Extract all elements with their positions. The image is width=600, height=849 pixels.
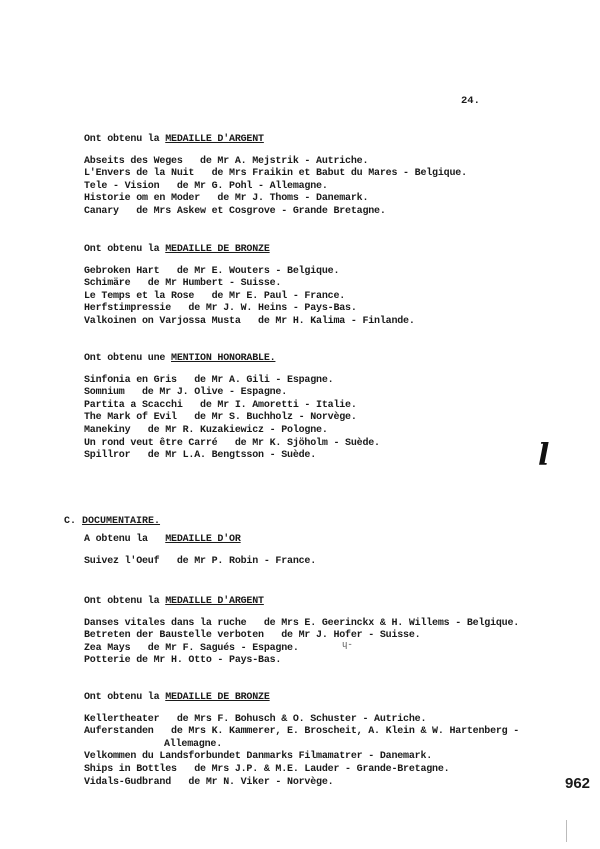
award-title: MEDAILLE D'ARGENT xyxy=(165,596,264,607)
pencil-scribble: ɥ- xyxy=(342,640,353,650)
award-title: MEDAILLE DE BRONZE xyxy=(165,244,270,255)
entry: Somnium de Mr J. Olive - Espagne. xyxy=(84,387,288,399)
entry: Auferstanden de Mrs K. Kammerer, E. Broscheit, A. Klein & W. Hartenberg - xyxy=(84,726,520,738)
section-doc-medaille-bronze xyxy=(84,692,564,789)
category-label xyxy=(64,516,160,527)
entry: Potterie de Mr H. Otto - Pays-Bas. xyxy=(84,655,282,667)
entry: Kellertheater de Mrs F. Bohusch & O. Schuster - Autriche. xyxy=(84,713,427,725)
section-heading xyxy=(84,244,564,257)
entry: Vidals-Gudbrand de Mr N. Viker - Norvège. xyxy=(84,776,334,788)
heading-prefix: Ont obtenu la xyxy=(84,134,166,145)
entry: Tele - Vision de Mr G. Pohl - Allemagne. xyxy=(84,180,328,192)
margin-number: 962 xyxy=(565,775,591,792)
heading-prefix: Ont obtenu la xyxy=(84,692,166,703)
category-title: DOCUMENTAIRE. xyxy=(82,516,161,527)
entry: Historie om en Moder de Mr J. Thoms - Danemark. xyxy=(84,193,369,205)
section-heading xyxy=(84,596,564,609)
heading-prefix: A obtenu la xyxy=(84,534,166,545)
award-title: MEDAILLE DE BRONZE xyxy=(165,692,270,703)
section-heading xyxy=(84,134,564,147)
entry-continuation: Allemagne. xyxy=(164,738,223,750)
margin-handwritten-mark: l xyxy=(538,438,550,473)
heading-prefix: Ont obtenu une xyxy=(84,353,172,364)
entry: Herfstimpressie de Mr J. W. Heins - Pays-Bas. xyxy=(84,303,357,315)
entry: Partita a Scacchi de Mr I. Amoretti - Italie. xyxy=(84,399,357,411)
section-medaille-argent xyxy=(84,134,564,219)
award-title: MENTION HONORABLE. xyxy=(171,353,276,364)
entry: Velkommen du Landsforbundet Danmarks Filmamatrer - Danemark. xyxy=(84,751,433,763)
section-heading xyxy=(84,353,564,366)
section-medaille-bronze xyxy=(84,244,564,329)
page-number: 24. xyxy=(461,95,480,107)
section-heading xyxy=(84,692,564,705)
award-title: MEDAILLE D'OR xyxy=(165,534,241,545)
section-doc-medaille-argent xyxy=(84,596,564,668)
entry: Zea Mays de Mr F. Sagués - Espagne. xyxy=(84,642,299,654)
entry: The Mark of Evil de Mr S. Buchholz - Norvège. xyxy=(84,412,357,424)
entry: Un rond veut être Carré de Mr K. Sjöholm - Suède. xyxy=(84,437,380,449)
award-title: MEDAILLE D'ARGENT xyxy=(165,134,264,145)
heading-prefix: Ont obtenu la xyxy=(84,596,166,607)
entry: Ships in Bottles de Mrs J.P. & M.E. Lauder - Grande-Bretagne. xyxy=(84,763,450,775)
scan-mark xyxy=(566,820,567,842)
entry: Le Temps et la Rose de Mr E. Paul - France. xyxy=(84,290,346,302)
section-doc-medaille-or xyxy=(84,534,564,568)
entry: Danses vitales dans la ruche de Mrs E. Geerinckx & H. Willems - Belgique. xyxy=(84,617,520,629)
entry: Valkoinen on Varjossa Musta de Mr H. Kalima - Finlande. xyxy=(84,315,415,327)
entry: Suivez l'Oeuf de Mr P. Robin - France. xyxy=(84,555,317,567)
entry: Schimäre de Mr Humbert - Suisse. xyxy=(84,278,282,290)
entry: Gebroken Hart de Mr E. Wouters - Belgique. xyxy=(84,265,340,277)
category-prefix: C. xyxy=(64,516,83,527)
entry: Betreten der Baustelle verboten de Mr J. Hofer - Suisse. xyxy=(84,630,421,642)
entry: Manekiny de Mr R. Kuzakiewicz - Pologne. xyxy=(84,424,328,436)
entry: Canary de Mrs Askew et Cosgrove - Grande Bretagne. xyxy=(84,205,386,217)
section-heading xyxy=(84,534,564,547)
section-mention-honorable xyxy=(84,353,564,463)
entry: Spillror de Mr L.A. Bengtsson - Suède. xyxy=(84,450,317,462)
entry: Abseits des Weges de Mr A. Mejstrik - Autriche. xyxy=(84,155,369,167)
entry: L'Envers de la Nuit de Mrs Fraikin et Babut du Mares - Belgique. xyxy=(84,168,467,180)
heading-prefix: Ont obtenu la xyxy=(84,244,166,255)
entry: Sinfonia en Gris de Mr A. Gili - Espagne. xyxy=(84,374,334,386)
